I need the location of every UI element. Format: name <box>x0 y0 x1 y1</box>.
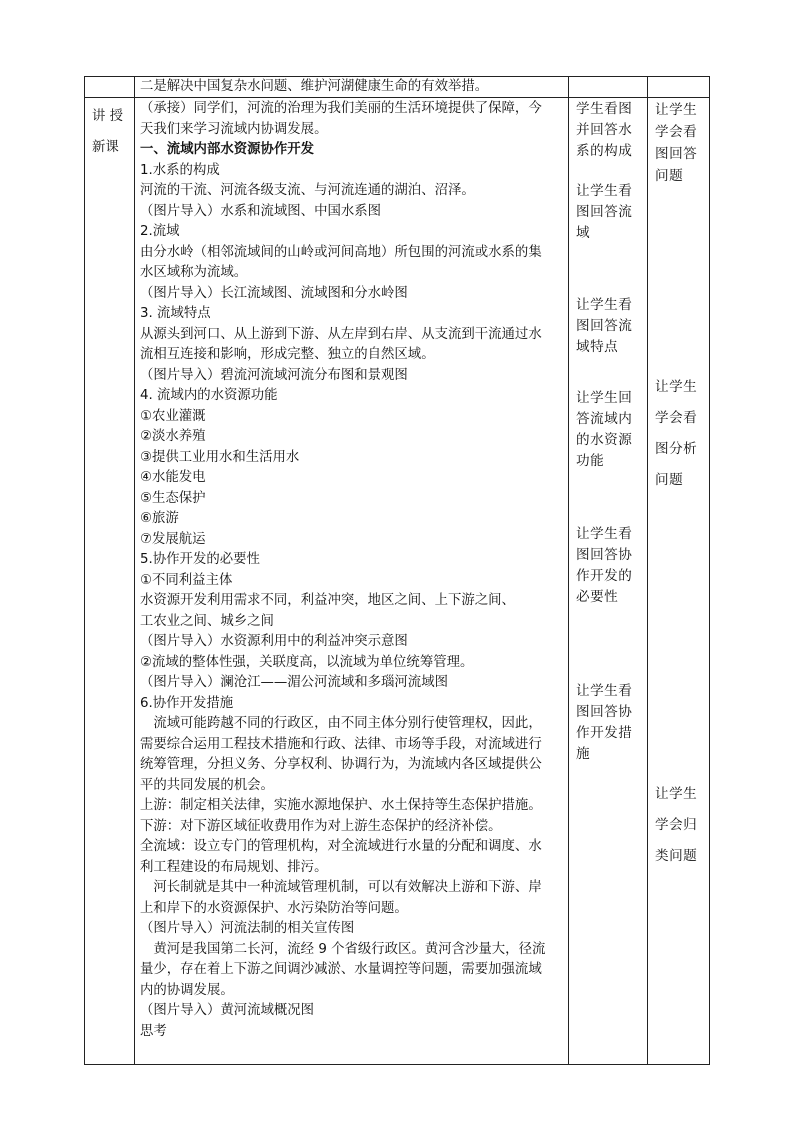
content-line: 2.流域 <box>140 224 180 239</box>
design-intent-line: 问题 <box>655 168 684 184</box>
content-line: 1.水系的构成 <box>140 162 220 178</box>
student-activity-block <box>576 295 632 358</box>
section-label-line2: 新课 <box>92 140 119 155</box>
content-line: （图片导入）水资源利用中的利益冲突示意图 <box>140 634 408 649</box>
content-line: 下游：对下游区域征收费用作为对上游生态保护的经济补偿。 <box>140 818 502 834</box>
table-border-left <box>84 76 85 1065</box>
student-activity-line: 作开发的 <box>576 568 633 584</box>
content-line: 从源头到河口、从上游到下游、从左岸到右岸、从支流到干流通过水 <box>140 326 542 342</box>
student-activity-line: 图回答协 <box>576 704 633 720</box>
content-line: （图片导入）水系和流域图、中国水系图 <box>140 203 382 219</box>
student-activity-line: 让学生看 <box>576 297 633 313</box>
student-activity-line: 让学生看 <box>576 526 633 542</box>
content-line: ①农业灌溉 <box>140 408 206 424</box>
student-activity-line: 学生看图 <box>576 101 633 117</box>
content-line: 上游：制定相关法律，实施水源地保护、水土保持等生态保护措施。 <box>140 798 542 813</box>
content-line: ②淡水养殖 <box>140 429 206 444</box>
section-label <box>92 101 123 163</box>
lesson-content <box>140 99 545 1042</box>
table-col-divider-2 <box>568 76 569 1065</box>
top-row-text: 二是解决中国复杂水问题、维护河湖健康生命的有效举措。 <box>140 79 489 94</box>
content-line: 由分水岭（相邻流域间的山岭或河间高地）所包围的河流或水系的集 <box>140 244 542 260</box>
content-line: ⑦发展航运 <box>140 531 206 547</box>
content-line: 需要综合运用工程技术措施和行政、法律、市场等手段，对流域进行 <box>140 736 542 752</box>
student-activity-block <box>576 99 632 162</box>
design-intent-line: 学会看 <box>655 124 698 140</box>
content-line: （图片导入）黄河流域概况图 <box>140 1003 315 1018</box>
table-border-right <box>709 76 710 1065</box>
content-line: 统筹管理，分担义务、分享权利、协调行为，为流域内各区域提供公 <box>140 757 542 772</box>
design-intent-line: 让学生 <box>655 786 698 802</box>
content-line: 河长制就是其中一种流域管理机制，可以有效解决上游和下游、岸 <box>140 880 542 895</box>
design-intent-line: 让学生 <box>655 102 698 118</box>
student-activity-line: 作开发措 <box>576 725 633 741</box>
student-activity-line: 域特点 <box>576 339 619 355</box>
student-activity-line: 必要性 <box>576 589 619 605</box>
design-intent-line: 问题 <box>655 472 684 488</box>
content-line: （图片导入）澜沧江——湄公河流域和多瑙河流域图 <box>140 675 448 690</box>
student-activity-line: 施 <box>576 746 591 762</box>
student-activity-line: 图回答协 <box>576 547 633 563</box>
student-activity-line: 让学生看 <box>576 183 633 199</box>
design-intent-line: 图回答 <box>655 146 698 162</box>
content-line: ①不同利益主体 <box>140 572 233 588</box>
content-line: 6.协作开发措施 <box>140 695 234 711</box>
design-intent-line: 学会看 <box>655 410 698 426</box>
content-line: ⑥旅游 <box>140 511 179 526</box>
student-activity-line: 让学生看 <box>576 683 633 699</box>
content-line: （图片导入）长江流域图、流域图和分水岭图 <box>140 285 408 301</box>
content-line: 一、流域内部水资源协作开发 <box>140 142 315 157</box>
content-line: 上和岸下的水资源保护、水污染防治等问题。 <box>140 900 408 916</box>
table-col-divider-1 <box>134 76 135 1065</box>
content-line: （图片导入）河流法制的相关宣传图 <box>140 921 355 936</box>
design-intent-line: 让学生 <box>655 379 698 395</box>
student-activity-line: 图回答流 <box>576 204 633 220</box>
content-line: 3. 流域特点 <box>140 306 211 321</box>
content-line: 流相互连接和影响，形成完整、独立的自然区域。 <box>140 347 435 362</box>
content-line: 量少，存在着上下游之间调沙减淤、水量调控等问题，需要加强流域 <box>140 962 542 977</box>
student-activity-line: 让学生回 <box>576 390 633 406</box>
design-intent-line: 类问题 <box>655 848 698 864</box>
content-line: ②流域的整体性强，关联度高，以流域为单位统筹管理。 <box>140 654 474 670</box>
content-line: 河流的干流、河流各级支流、与河流连通的湖泊、沼泽。 <box>140 183 475 198</box>
content-line: 全流域：设立专门的管理机构，对全流域进行水量的分配和调度、水 <box>140 839 542 854</box>
content-line: 5.协作开发的必要性 <box>140 552 260 567</box>
student-activity-line: 并回答水 <box>576 122 633 138</box>
content-line: 平的共同发展的机会。 <box>140 777 274 793</box>
student-activity-line: 图回答流 <box>576 318 633 334</box>
content-line: 工农业之间、城乡之间 <box>140 613 274 629</box>
student-activity-block <box>576 388 632 472</box>
content-line: 4. 流域内的水资源功能 <box>140 388 278 403</box>
section-label-line1: 讲 授 <box>92 109 124 124</box>
content-line: （承接）同学们，河流的治理为我们美丽的生活环境提供了保障，今 <box>140 101 542 116</box>
student-activity-block <box>576 524 632 608</box>
content-line: 内的协调发展。 <box>140 982 234 998</box>
design-intent-block <box>655 779 697 872</box>
student-activity-block <box>576 181 632 244</box>
student-activity-block <box>576 681 632 765</box>
table-border-bottom <box>84 1064 710 1065</box>
content-line: 流域可能跨越不同的行政区，由不同主体分别行使管理权，因此， <box>140 716 542 731</box>
content-line: 黄河是我国第二长河，流经 9 个省级行政区。黄河含沙量大，径流 <box>140 941 546 957</box>
student-activity-line: 功能 <box>576 453 605 469</box>
content-line: 天我们来学习流域内协调发展。 <box>140 121 328 137</box>
design-intent-line: 学会归 <box>655 817 698 833</box>
student-activity-line: 答流域内 <box>576 411 633 427</box>
content-line: ③提供工业用水和生活用水 <box>140 449 300 465</box>
content-line: 水资源开发利用需求不同，利益冲突，地区之间、上下游之间、 <box>140 593 515 608</box>
design-intent-block <box>655 372 697 496</box>
design-intent-line: 图分析 <box>655 441 698 457</box>
student-activity-line: 的水资源 <box>576 432 633 448</box>
student-activity-line: 系的构成 <box>576 143 633 159</box>
content-line: 水区域称为流域。 <box>140 265 248 280</box>
content-line: 利工程建设的布局规划、排污。 <box>140 859 328 875</box>
top-row-content <box>140 77 488 98</box>
content-line: ⑤生态保护 <box>140 490 206 506</box>
content-line: 思考 <box>140 1023 167 1039</box>
content-line: ④水能发电 <box>140 470 206 485</box>
table-col-divider-3 <box>647 76 648 1065</box>
design-intent-block <box>655 99 697 187</box>
content-line: （图片导入）碧流河流域河流分布图和景观图 <box>140 367 408 383</box>
student-activity-line: 域 <box>576 225 591 241</box>
